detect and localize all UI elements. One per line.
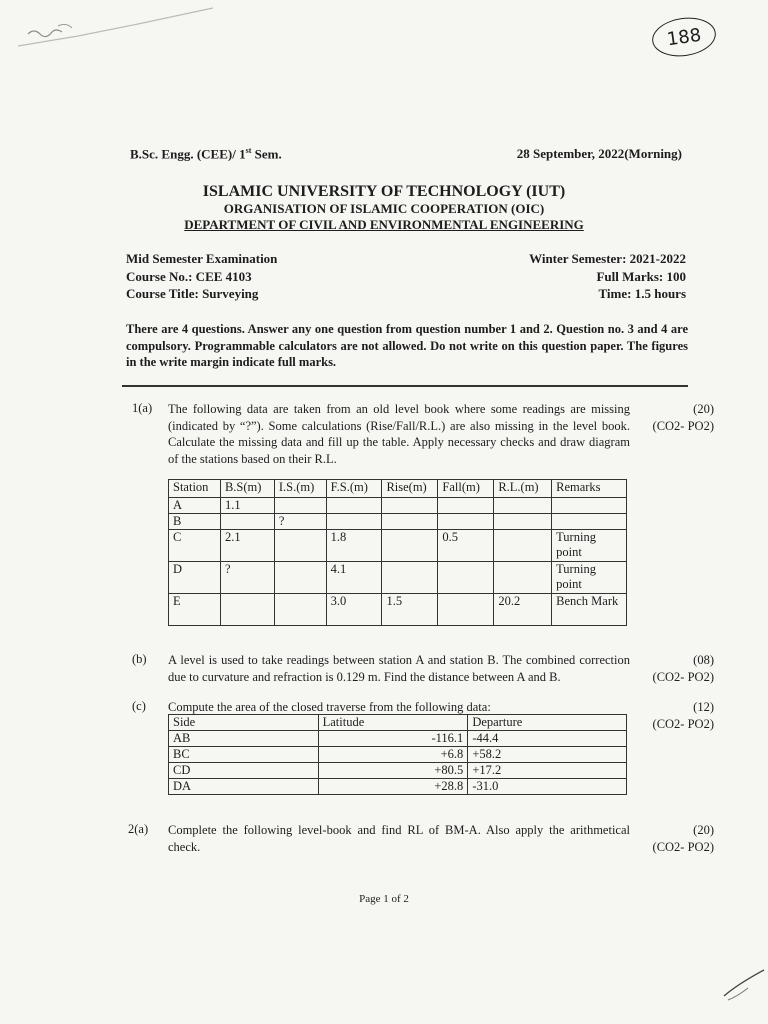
level-book-row <box>169 498 627 514</box>
traverse-row <box>169 747 627 763</box>
level-book-cell: 1.1 <box>220 498 274 514</box>
q1b-co: (CO2- PO2) <box>652 669 714 684</box>
traverse-cell: +28.8 <box>318 779 468 795</box>
handwritten-scribble <box>18 6 218 56</box>
organisation-name: ORGANISATION OF ISLAMIC COOPERATION (OIC) <box>223 201 545 216</box>
q1a-number: 1(a) <box>132 401 153 415</box>
level-book-cell <box>494 562 552 594</box>
q1b-marks: (08) <box>693 653 714 667</box>
level-book-cell: Bench Mark <box>552 594 627 626</box>
traverse-cell: +58.2 <box>468 747 627 763</box>
semester: Winter Semester: 2021-2022 <box>529 251 686 266</box>
traverse-header-cell: Side <box>169 715 319 731</box>
level-book-header-cell: Fall(m) <box>438 480 494 498</box>
level-book-cell <box>494 530 552 562</box>
level-book-header-cell: F.S.(m) <box>326 480 382 498</box>
level-book-cell <box>382 514 438 530</box>
exam-info-right <box>430 250 686 303</box>
level-book-cell <box>326 514 382 530</box>
traverse-cell: -116.1 <box>318 731 468 747</box>
level-book-cell <box>382 562 438 594</box>
handwritten-page-number <box>650 14 719 61</box>
course-title: Course Title: Surveying <box>126 286 259 301</box>
exam-date: 28 September, 2022(Morning) <box>516 146 682 161</box>
pen-mark <box>722 966 766 1006</box>
traverse-table <box>168 714 627 795</box>
traverse-cell: -31.0 <box>468 779 627 795</box>
instructions: There are 4 questions. Answer any one question from question number 1 and 2. Question no. 3 and 4 are compulsory. Programmable calculators are not allowed. Do not write on this question paper. The figures in the write margin indicate full marks. <box>126 322 688 369</box>
traverse-row <box>169 779 627 795</box>
q1b-text: A level is used to take readings between station A and station B. The combined correction due to curvature and refraction is 0.129 m. Find the distance between A and B. <box>168 653 630 684</box>
level-book-row <box>169 530 627 562</box>
handwritten-page-number-text: 188 <box>665 24 703 50</box>
q1a-text: The following data are taken from an old level book where some readings are missing (indicated by “?”). Some calculations (Rise/Fall/R.L.) are also missing in the level book. Calculate the missing data and fill up the table. Apply necessary checks and draw diagram of the stations based on their R.L. <box>168 402 630 466</box>
q1a-marks: (20) <box>693 402 714 416</box>
exam-name: Mid Semester Examination <box>126 251 278 266</box>
program-semester <box>130 146 282 162</box>
level-book-cell <box>438 562 494 594</box>
level-book-cell <box>552 514 627 530</box>
q1b-marks-block <box>620 652 714 685</box>
level-book-header-cell: I.S.(m) <box>274 480 326 498</box>
level-book-cell: 1.5 <box>382 594 438 626</box>
level-book-cell: B <box>169 514 221 530</box>
level-book-header-cell: Remarks <box>552 480 627 498</box>
level-book-cell <box>220 514 274 530</box>
level-book-cell <box>382 530 438 562</box>
level-book-cell <box>494 514 552 530</box>
level-book-cell <box>274 530 326 562</box>
level-book-cell <box>274 594 326 626</box>
program-text: B.Sc. Engg. (CEE)/ 1 <box>130 146 246 162</box>
level-book-cell: 3.0 <box>326 594 382 626</box>
level-book-cell: ? <box>220 562 274 594</box>
level-book-cell <box>438 514 494 530</box>
traverse-cell: DA <box>169 779 319 795</box>
level-book-row <box>169 514 627 530</box>
level-book-cell: 20.2 <box>494 594 552 626</box>
level-book-row <box>169 594 627 626</box>
q2a-co: (CO2- PO2) <box>652 839 714 854</box>
q1b-number: (b) <box>132 652 147 666</box>
exam-info-left <box>126 250 277 303</box>
level-book-header-cell: R.L.(m) <box>494 480 552 498</box>
level-book-cell <box>326 498 382 514</box>
level-book-cell: Turning point <box>552 562 627 594</box>
level-book-cell: C <box>169 530 221 562</box>
traverse-cell: CD <box>169 763 319 779</box>
q2a-marks-block <box>620 822 714 855</box>
level-book-header-cell: Station <box>169 480 221 498</box>
q1a-co: (CO2- PO2) <box>652 418 714 433</box>
level-book-header-cell: Rise(m) <box>382 480 438 498</box>
level-book-cell <box>382 498 438 514</box>
level-book-cell <box>274 498 326 514</box>
page-footer: Page 1 of 2 <box>359 893 409 905</box>
level-book-cell: D <box>169 562 221 594</box>
traverse-row <box>169 763 627 779</box>
level-book-cell: A <box>169 498 221 514</box>
level-book-cell <box>438 498 494 514</box>
department-name: DEPARTMENT OF CIVIL AND ENVIRONMENTAL ENGINEERING <box>184 217 584 232</box>
traverse-row <box>169 731 627 747</box>
level-book-cell: ? <box>274 514 326 530</box>
q1c-text: Compute the area of the closed traverse from the following data: <box>168 700 491 714</box>
full-marks: Full Marks: 100 <box>596 268 686 284</box>
program-sup: st <box>245 146 252 155</box>
level-book-cell: 0.5 <box>438 530 494 562</box>
level-book-cell <box>438 594 494 626</box>
q2a-marks: (20) <box>693 823 714 837</box>
level-book-body <box>169 480 627 626</box>
level-book-table <box>168 479 627 626</box>
level-book-cell <box>220 594 274 626</box>
q2a-text: Complete the following level-book and find RL of BM-A. Also apply the arithmetical check. <box>168 823 630 854</box>
level-book-cell <box>274 562 326 594</box>
level-book-cell <box>552 498 627 514</box>
traverse-cell: BC <box>169 747 319 763</box>
level-book-cell: 2.1 <box>220 530 274 562</box>
level-book-cell: Turning point <box>552 530 627 562</box>
traverse-cell: -44.4 <box>468 731 627 747</box>
q1c-co: (CO2- PO2) <box>652 716 714 731</box>
course-number: Course No.: CEE 4103 <box>126 268 252 284</box>
q1c-number: (c) <box>132 699 146 713</box>
traverse-cell: +6.8 <box>318 747 468 763</box>
q2a-number: 2(a) <box>128 822 149 836</box>
level-book-row <box>169 562 627 594</box>
divider-rule <box>122 385 688 387</box>
time-allowed: Time: 1.5 hours <box>598 286 686 301</box>
q1a-marks-block <box>620 401 714 434</box>
traverse-cell: +17.2 <box>468 763 627 779</box>
university-name: ISLAMIC UNIVERSITY OF TECHNOLOGY (IUT) <box>202 183 566 200</box>
traverse-cell: AB <box>169 731 319 747</box>
level-book-header-row <box>169 480 627 498</box>
traverse-header-row <box>169 715 627 731</box>
level-book-cell: E <box>169 594 221 626</box>
traverse-body <box>169 715 627 795</box>
level-book-cell: 4.1 <box>326 562 382 594</box>
level-book-cell: 1.8 <box>326 530 382 562</box>
level-book-header-cell: B.S(m) <box>220 480 274 498</box>
q1c-marks: (12) <box>693 700 714 714</box>
traverse-header-cell: Departure <box>468 715 627 731</box>
traverse-header-cell: Latitude <box>318 715 468 731</box>
program-tail: Sem. <box>251 146 282 162</box>
level-book-cell <box>494 498 552 514</box>
q1c-marks-block <box>620 699 714 732</box>
traverse-cell: +80.5 <box>318 763 468 779</box>
